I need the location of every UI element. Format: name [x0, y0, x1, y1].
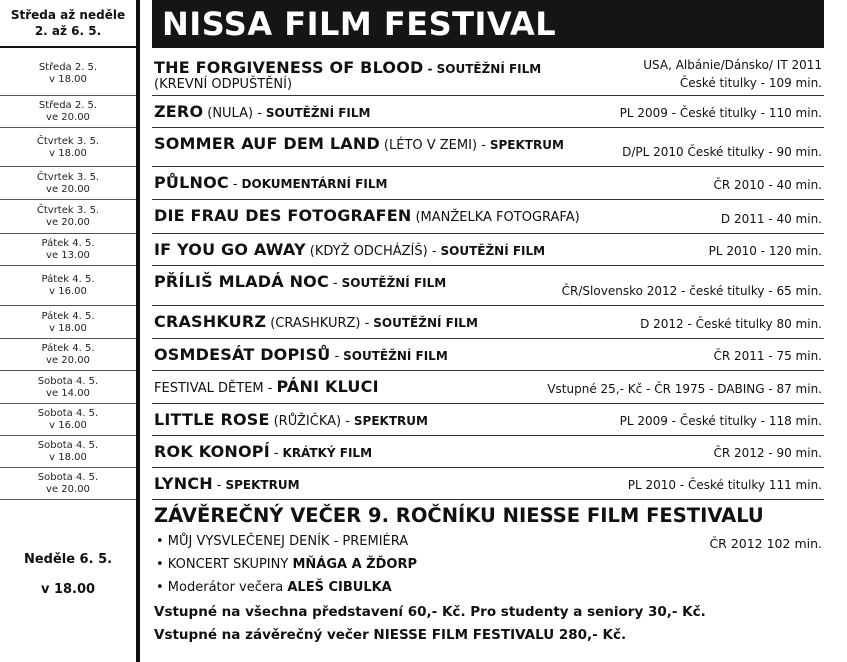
row-date: [0, 436, 136, 468]
row-date-time: v 16.00: [49, 420, 87, 431]
finale-date-time: v 18.00: [40, 582, 96, 597]
finale-item-host-name: ALEŠ CIBULKA: [287, 580, 392, 595]
film-category: SPEKTRUM: [225, 478, 300, 492]
film-line: [154, 474, 300, 493]
film-category: SOUTĚŽNÍ FILM: [341, 276, 447, 290]
film-info: Vstupné 25,- Kč - ČR 1975 - DABING - 87 min.: [547, 382, 822, 396]
film-info: D 2011 - 40 min.: [720, 212, 822, 226]
finale-item-concert-pre: • KONCERT SKUPINY: [156, 557, 289, 572]
row-date-day: Čtvrtek 3. 5.: [36, 205, 100, 216]
row-date: [0, 468, 136, 500]
film-category: SOUTĚŽNÍ FILM: [440, 244, 546, 258]
row-date-day: Středa 2. 5.: [38, 62, 98, 73]
film-title: PŮLNOC: [154, 173, 229, 192]
row-date-time: v 18.00: [49, 322, 87, 334]
finale-date: [0, 500, 136, 652]
film-info: D/PL 2010 České titulky - 90 min.: [622, 145, 822, 159]
film-subtitle: -: [232, 177, 238, 192]
film-line: [154, 377, 379, 396]
film-line: [154, 442, 372, 461]
film-line: [154, 206, 580, 225]
row-date: [0, 306, 136, 339]
film-info: PL 2010 - České titulky 111 min.: [627, 478, 822, 492]
film-info: USA, Albánie/Dánsko/ IT 2011: [643, 58, 822, 72]
film-title: ROK KONOPÍ: [154, 442, 270, 461]
row-date-day: Čtvrtek 3. 5.: [36, 135, 100, 147]
film-subtitle: (RŮŽIČKA) -: [273, 414, 350, 429]
film-title: DIE FRAU DES FOTOGRAFEN: [154, 206, 412, 225]
film-line: [154, 272, 446, 291]
film-row: [152, 371, 824, 404]
film-line: [154, 173, 387, 192]
row-date: [0, 339, 136, 371]
film-title: THE FORGIVENESS OF BLOOD: [154, 58, 424, 77]
film-subtitle: (MANŽELKA FOTOGRAFA): [415, 210, 580, 225]
film-pre: FESTIVAL DĚTEM -: [154, 381, 273, 396]
row-date-day: Čtvrtek 3. 5.: [36, 171, 100, 183]
header-date: [0, 0, 136, 48]
vertical-divider: [136, 0, 140, 662]
finale-title: ZÁVĚREČNÝ VEČER 9. ROČNÍKU NIESSE FILM FESTIVALU: [154, 504, 764, 527]
film-translated-title: (KREVNÍ ODPUŠTĚNÍ): [154, 77, 293, 92]
row-date-time: ve 14.00: [46, 387, 90, 399]
row-date-day: Pátek 4. 5.: [41, 238, 95, 249]
row-date-time: v 18.00: [49, 74, 87, 85]
film-row: [152, 200, 824, 234]
film-title: LITTLE ROSE: [154, 410, 270, 429]
film-subtitle: -: [273, 446, 279, 461]
film-row: [152, 128, 824, 167]
film-line: [154, 345, 448, 364]
row-date: [0, 167, 136, 200]
film-category: KRÁTKÝ FILM: [282, 446, 373, 460]
row-date: [0, 200, 136, 234]
film-info: PL 2010 - 120 min.: [708, 244, 822, 258]
row-date-time: v 16.00: [49, 286, 87, 297]
film-info: PL 2009 - České titulky - 110 min.: [619, 106, 822, 120]
row-date-day: Sobota 4. 5.: [37, 440, 99, 451]
price-general: Vstupné na všechna představení 60,- Kč. Pro studenty a seniory 30,- Kč.: [154, 604, 706, 620]
film-row: [152, 306, 824, 339]
row-date: [0, 404, 136, 436]
film-subtitle: -: [332, 276, 338, 291]
film-subtitle: (NULA) -: [207, 106, 262, 121]
row-date-time: v 18.00: [49, 147, 87, 159]
film-row: [152, 96, 824, 128]
film-line: [154, 58, 541, 77]
film-category: SPEKTRUM: [353, 414, 428, 428]
row-date: [0, 52, 136, 96]
film-info: ČR/Slovensko 2012 - české titulky - 65 min.: [561, 284, 822, 298]
film-category: SOUTĚŽNÍ FILM: [373, 316, 478, 330]
finale-item-diary-info: ČR 2012 102 min.: [709, 536, 822, 551]
film-title: SOMMER AUF DEM LAND: [154, 134, 380, 153]
film-title: PŘÍLIŠ MLADÁ NOC: [154, 272, 329, 291]
row-date-time: ve 20.00: [46, 183, 90, 195]
film-row: [152, 234, 824, 266]
row-date-day: Pátek 4. 5.: [41, 274, 95, 285]
film-row: [152, 468, 824, 500]
row-date: [0, 234, 136, 266]
row-date-day: Pátek 4. 5.: [41, 343, 95, 354]
film-title: OSMDESÁT DOPISŮ: [154, 345, 331, 364]
row-date-time: ve 20.00: [46, 112, 90, 123]
finale-item-diary-text: • MŮJ VYSVLEČENEJ DENÍK - PREMIÉRA: [156, 534, 409, 549]
film-row: [152, 404, 824, 436]
film-title: IF YOU GO AWAY: [154, 240, 306, 259]
finale-item-diary: [156, 534, 408, 549]
row-date-day: Sobota 4. 5.: [37, 472, 99, 483]
film-info: ČR 2010 - 40 min.: [713, 178, 822, 192]
cut-off-next-row: [0, 655, 847, 662]
film-info: ČR 2011 - 75 min.: [713, 349, 822, 363]
film-line: [154, 410, 428, 429]
film-info: PL 2009 - České titulky - 118 min.: [619, 414, 822, 428]
price-finale: Vstupné na závěrečný večer NIESSE FILM FESTIVALU 280,- Kč.: [154, 627, 627, 643]
finale-block: [152, 500, 824, 652]
header-date-line2: 2. až 6. 5.: [34, 24, 102, 38]
row-date-day: Sobota 4. 5.: [37, 408, 99, 419]
film-info: ČR 2012 - 90 min.: [713, 446, 822, 460]
film-title: ZERO: [154, 102, 204, 121]
row-date: [0, 371, 136, 404]
film-subtitle: (CRASHKURZ) -: [270, 316, 370, 331]
row-date: [0, 128, 136, 167]
film-subtitle: (KDYŽ ODCHÁZÍŠ) -: [309, 244, 437, 259]
film-title: PÁNI KLUCI: [276, 377, 379, 396]
film-subtitle: -: [334, 349, 340, 364]
finale-item-concert-band: MŇÁGA A ŽĎORP: [292, 557, 417, 572]
row-date-time: ve 13.00: [46, 250, 90, 261]
row-date: [0, 96, 136, 128]
film-subtitle: (LÉTO V ZEMI) -: [383, 138, 486, 153]
film-category: SOUTĚŽNÍ FILM: [343, 349, 448, 363]
row-date-day: Pátek 4. 5.: [41, 310, 95, 322]
film-line: [154, 102, 370, 121]
film-category: DOKUMENTÁRNÍ FILM: [241, 177, 388, 191]
finale-item-concert: [156, 557, 417, 572]
finale-item-host: [156, 580, 392, 595]
row-date: [0, 266, 136, 306]
film-line: [154, 134, 564, 153]
film-row: [152, 52, 824, 96]
film-row: [152, 167, 824, 200]
festival-banner: NISSA FILM FESTIVAL: [152, 0, 824, 48]
row-date-time: ve 20.00: [46, 217, 90, 228]
row-date-time: ve 20.00: [46, 355, 90, 366]
row-date-time: ve 20.00: [46, 484, 90, 495]
film-line: [154, 240, 545, 259]
film-subtitle: -: [216, 478, 222, 493]
film-category: - SOUTĚŽNÍ FILM: [427, 62, 542, 76]
film-info-extra: České titulky - 109 min.: [679, 76, 822, 90]
film-category: SOUTĚŽNÍ FILM: [265, 106, 371, 120]
film-row: [152, 266, 824, 306]
film-title: LYNCH: [154, 474, 213, 493]
row-date-time: v 18.00: [49, 452, 87, 463]
film-line: [154, 312, 478, 331]
film-row: [152, 436, 824, 468]
film-title: CRASHKURZ: [154, 312, 267, 331]
header-date-line1: Středa až neděle: [10, 8, 126, 22]
film-row: [152, 339, 824, 371]
film-info: D 2012 - České titulky 80 min.: [640, 317, 822, 331]
finale-date-day: Neděle 6. 5.: [23, 552, 113, 567]
row-date-day: Středa 2. 5.: [38, 100, 98, 111]
finale-item-host-pre: • Moderátor večera: [156, 580, 284, 595]
row-date-day: Sobota 4. 5.: [37, 375, 99, 387]
film-category: SPEKTRUM: [489, 138, 564, 152]
